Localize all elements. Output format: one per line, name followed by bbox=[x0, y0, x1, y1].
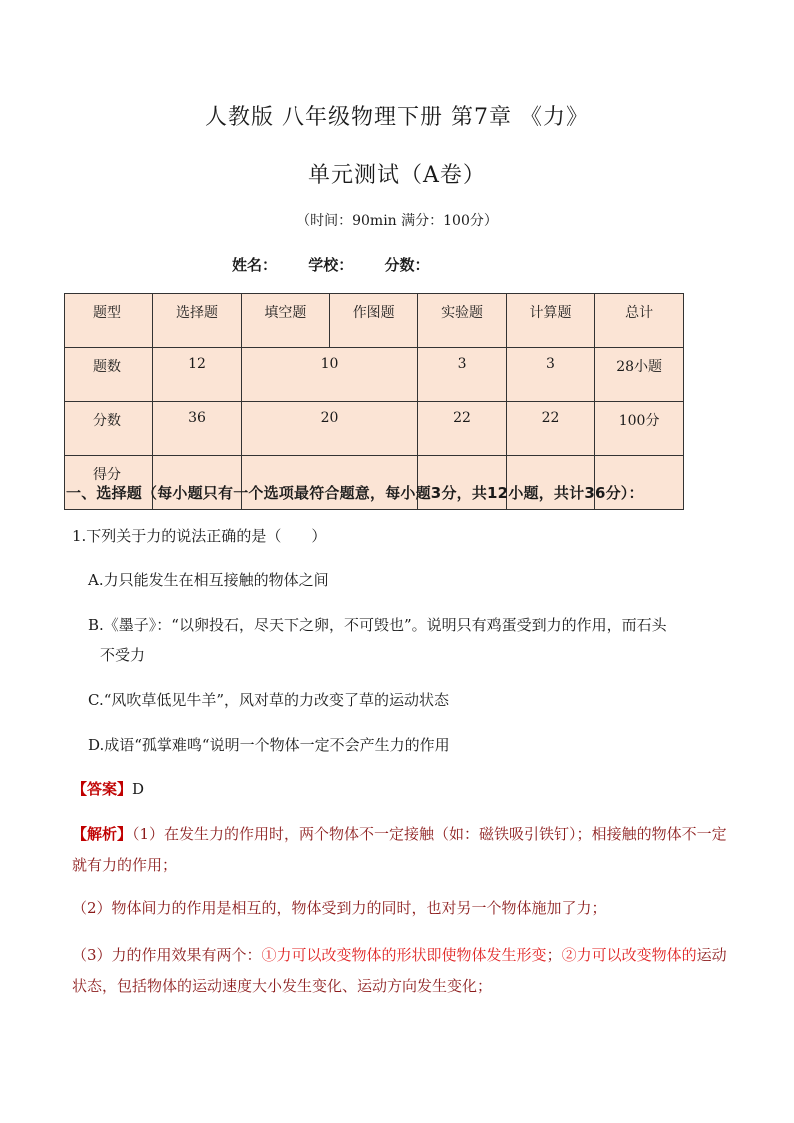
score-table-points-row bbox=[65, 402, 684, 456]
document-title-line2: 单元测试（A卷） bbox=[308, 163, 486, 188]
table-cell: 填空题 bbox=[241, 294, 329, 348]
option-b bbox=[88, 610, 728, 670]
table-cell: 得分 bbox=[65, 456, 153, 510]
exam-time-info: （时间：90min 满分：100分） bbox=[296, 213, 498, 229]
score-table-count-row bbox=[65, 348, 684, 402]
table-cell: 20 bbox=[241, 402, 418, 456]
analysis-text-1: （1）在发生力的作用时，两个物体不一定接触（如：磁铁吸引铁钉）；相接触的物体不一定就有力的作用； bbox=[72, 825, 727, 874]
table-cell: 12 bbox=[153, 348, 241, 402]
table-cell: 作图题 bbox=[330, 294, 418, 348]
option-a: A.力只能发生在相互接触的物体之间 bbox=[88, 571, 329, 589]
table-cell: 分数 bbox=[65, 402, 153, 456]
analysis-sep: ； bbox=[546, 946, 562, 964]
table-cell: 题数 bbox=[65, 348, 153, 402]
table-cell: 100分 bbox=[595, 402, 684, 456]
answer-value: D bbox=[132, 780, 145, 798]
table-cell: 题型 bbox=[65, 294, 153, 348]
table-cell: 22 bbox=[418, 402, 506, 456]
table-cell: 计算题 bbox=[506, 294, 594, 348]
table-cell: 22 bbox=[506, 402, 594, 456]
student-info-line bbox=[232, 254, 456, 275]
score-table bbox=[64, 293, 684, 510]
table-cell: 36 bbox=[153, 402, 241, 456]
answer-label: 【答案】 bbox=[72, 780, 133, 798]
table-cell: 选择题 bbox=[153, 294, 241, 348]
analysis-label: 【解析】 bbox=[72, 825, 133, 843]
table-cell: 3 bbox=[506, 348, 594, 402]
analysis-paragraph-3 bbox=[72, 940, 732, 1002]
name-label: 姓名： bbox=[232, 256, 278, 274]
option-c: C.“风吹草低见牛羊”，风对草的力改变了草的运动状态 bbox=[88, 691, 450, 709]
analysis-paragraph-1 bbox=[72, 819, 732, 881]
table-cell: 28小题 bbox=[595, 348, 684, 402]
option-b-line2: 不受力 bbox=[100, 646, 146, 664]
analysis-text-3-end: 运动状态，包括物体的运动速度大小发生变化、运动方向发生变化； bbox=[72, 946, 727, 995]
section-heading-choice: 一、选择题（每小题只有一个选项最符合题意，每小题3分，共12小题，共计36分）： bbox=[66, 484, 644, 502]
option-d: D.成语“孤掌难鸣“说明一个物体一定不会产生力的作用 bbox=[88, 736, 450, 754]
score-table-header-row bbox=[65, 294, 684, 348]
school-label: 学校： bbox=[308, 256, 354, 274]
score-label: 分数： bbox=[384, 256, 430, 274]
analysis-highlight-1: ①力可以改变物体的形状即使物体发生形变 bbox=[261, 946, 547, 964]
answer-line bbox=[72, 774, 144, 804]
analysis-highlight-2: ②力可以改变物体的 bbox=[561, 946, 697, 964]
table-cell: 实验题 bbox=[418, 294, 506, 348]
option-b-line1: B.《墨子》：“以卵投石，尽天下之卵，不可毁也”。说明只有鸡蛋受到力的作用，而石头 bbox=[88, 616, 667, 634]
question-stem: 1.下列关于力的说法正确的是（ ） bbox=[72, 527, 327, 545]
analysis-text-3-start: （3）力的作用效果有两个： bbox=[72, 946, 262, 964]
table-cell: 总计 bbox=[595, 294, 684, 348]
analysis-paragraph-2: （2）物体间力的作用是相互的，物体受到力的同时，也对另一个物体施加了力； bbox=[72, 899, 607, 917]
table-cell: 10 bbox=[241, 348, 418, 402]
table-cell: 3 bbox=[418, 348, 506, 402]
document-title-line1: 人教版 八年级物理下册 第7章 《力》 bbox=[205, 105, 589, 130]
